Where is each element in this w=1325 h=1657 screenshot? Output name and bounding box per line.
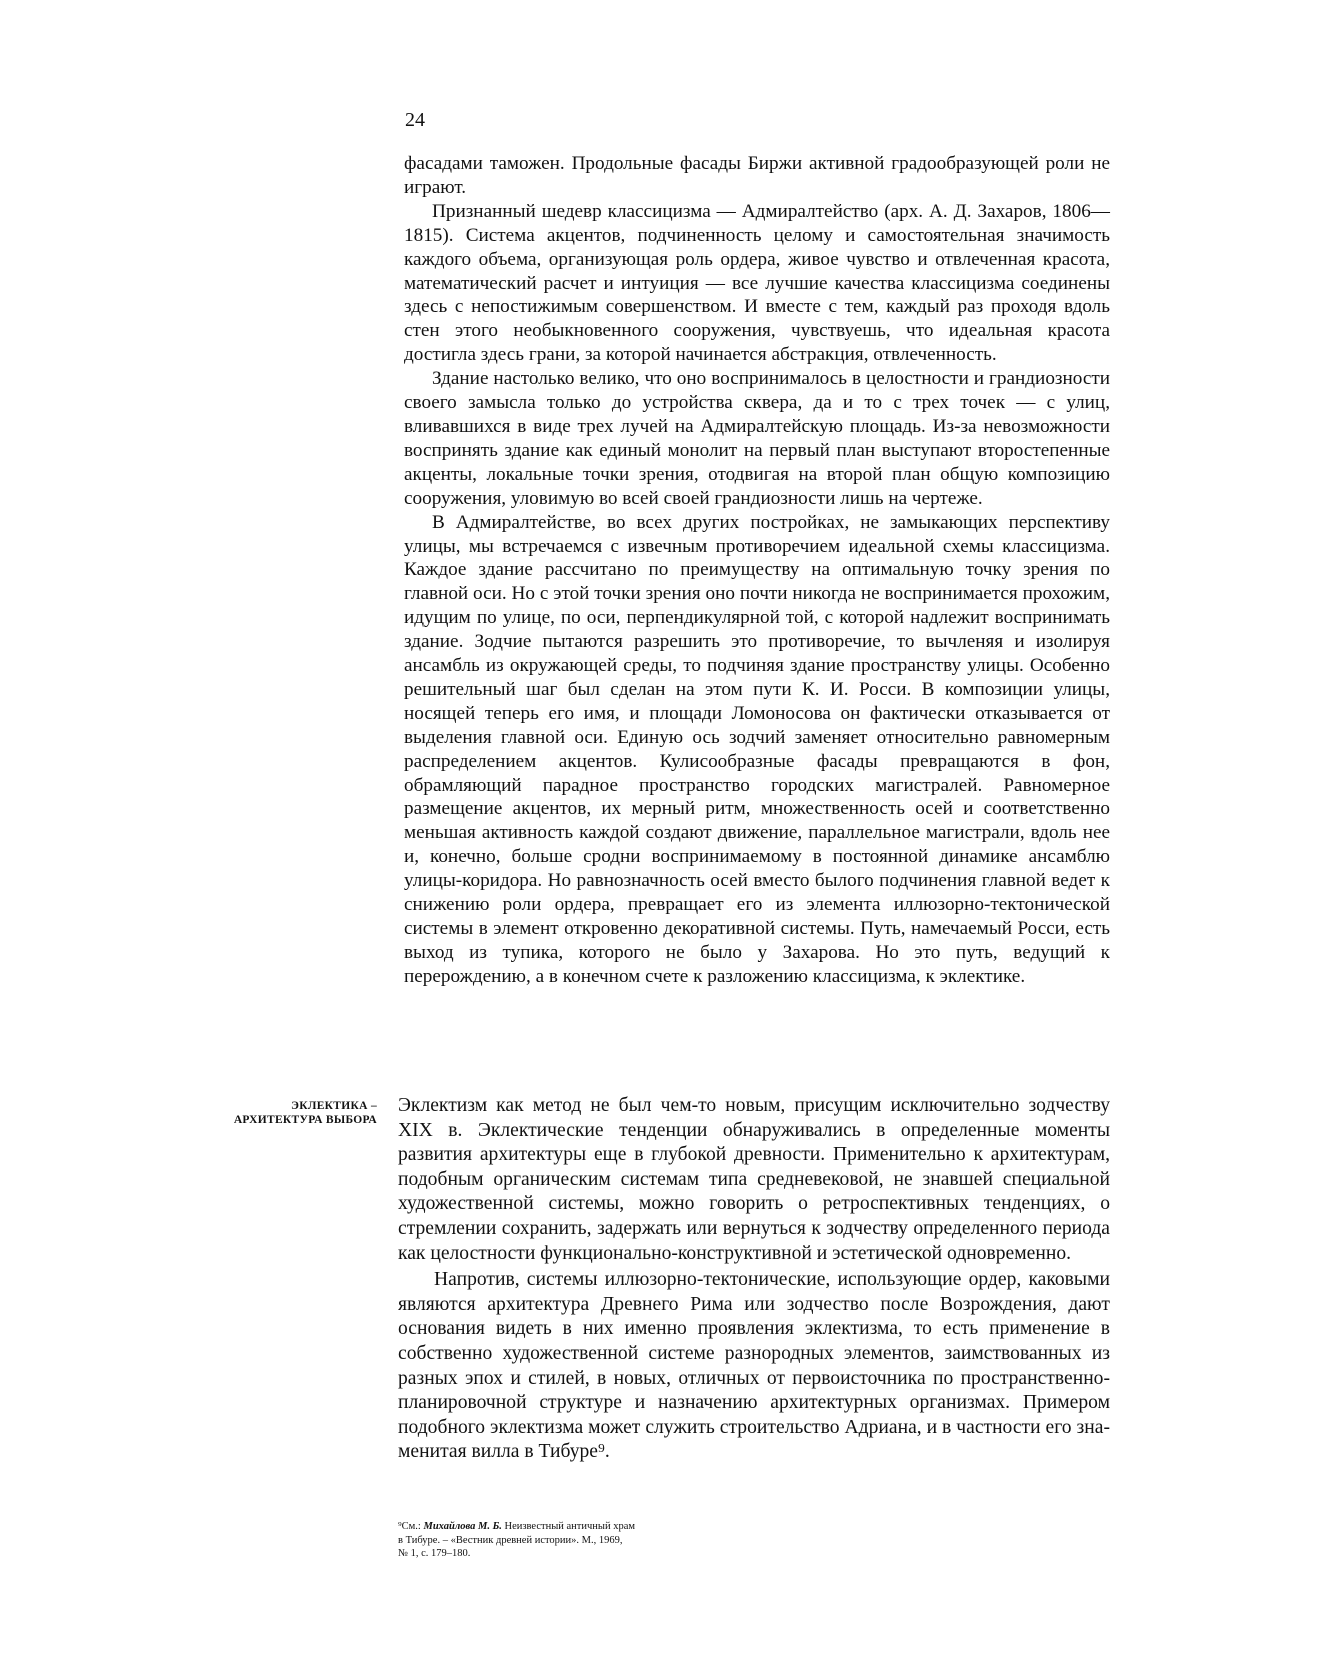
margin-heading-line: АРХИТЕКТУРА ВЫБОРА — [233, 1114, 377, 1126]
footnote-text: в Тибуре. – «Вестник древней истории». М., 1969, — [398, 1534, 623, 1546]
page-number: 24 — [405, 109, 425, 131]
margin-section-heading — [214, 1099, 377, 1127]
section-two-text — [398, 1094, 1110, 1465]
footnote-author: Михайлова М. Б. — [423, 1521, 502, 1532]
paragraph: Здание настолько велико, что оно воспринималось в целостности и грандиозности своего замысла только до устройства сквера, да и то с трех точек — с улиц, вливавшихся в виде трех лучей на Адмиралтейскую площадь. Из-за невозможности воспринять здание как единый монолит на первый план выступают второстепенные акценты, локальные точки зрения, отодвигая на второй план общую композицию сооружения, уловимую во всей своей грандиозности лишь на чертеже. — [404, 368, 1110, 509]
footnote-text: Неизвестный античный храм — [501, 1521, 636, 1532]
paragraph: В Адмиралтействе, во всех других постройках, не замыкающих перспективу улицы, мы встречаемся с извечным противоречием идеальной схемы классицизма. Каждое здание рассчитано по преимуществу на оптимальную точку зрения по главной оси. Но с этой точки зрения оно почти никогда не воспринимается прохожим, идущим по улице, по оси, перпендикулярной той, с которой надлежит воспринимать здание. Зодчие пытаются разрешить это противоречие, то вычленяя и изолируя ансамбль из окружающей среды, то подчиняя здание пространству улицы. Особенно решительный шаг был сделан на этом пути К. И. Росси. В композиции улицы, носящей теперь его имя, и площади Ломоносова он фактически отказывается от выделения главной оси. Единую ось зодчий заменяет относительно равномерным распределением акцентов. Кулисообразные фасады превращаются в фон, обрамляющий парадное пространство городских магистралей. Равномерное размещение акцентов, их мерный ритм, множественность осей и соответственно меньшая активность каждой создают движение, параллельное магистрали, вдоль нее и, конечно, больше сродни воспринимаемому в постоянной динамике ансамблю улицы-коридора. Но равнозначность осей вместо былого подчинения главной ведет к снижению роли ордера, превращает его из элемента иллюзорно-тектонической системы в элемент откровенно декоративной системы. Путь, намечаемый Росси, есть выход из тупика, которого не было у Захарова. Но это путь, ведущий к перерождению, а в конечном счете к разложению классицизма, к эклектике. — [404, 511, 1110, 987]
paragraph: фасадами таможен. Продольные фасады Биржи активной градообразующей роли не играют. — [404, 153, 1110, 198]
paragraph: Напротив, системы иллюзорно-тектонические, использующие ордер, каковыми являются архитектура Древнего Рима или зодчество после Возрождения, дают основания видеть в них именно проявления эклектизма, то есть применение в собственно художественной системе разнородных элементов, заимствованных из разных эпох и стилей, в новых, отличных от первоисточника по пространственно-планировочной структуре и назначению архитектурных организмах. Примером подобного эклектизма может служить строительство Адриана, и в частности его знаменитая вилла в Тибуре⁹. — [398, 1269, 1110, 1463]
footnote — [398, 1520, 728, 1561]
paragraph: Эклектизм как метод не был чем-то новым, присущим исключительно зодчеству XIX в. Эклектические тенденции обнаруживались в определенные моменты развития архитектуры еще в глубокой древности. Применительно к архитектурам, подобным органическим системам типа средневековой, не знавшей специальной художественной системы, можно говорить о ретроспективных тенденциях, о стремлении сохранить, задержать или вернуться к зодчеству определенного периода как целостности функционально-конструктивной и эстетической одновременно. — [398, 1095, 1110, 1264]
paragraph: Признанный шедевр классицизма — Адмиралтейство (арх. А. Д. Захаров, 1806—1815). Система акцентов, подчиненность целому и самостоятельная значимость каждого объема, организующая роль ордера, живое чувство и отвлеченная красота, математический расчет и интуиция — все лучшие качества классицизма соединены здесь с непостижимым совершенством. И вместе с тем, каждый раз проходя вдоль стен этого необыкновенного сооружения, чувствуешь, что идеальная красота достигла здесь грани, за которой начинается абстракция, отвлеченность. — [404, 200, 1110, 366]
footnote-text: № 1, с. 179–180. — [398, 1548, 471, 1559]
margin-heading-line: ЭКЛЕКТИКА – — [291, 1100, 377, 1112]
section-one-text — [404, 152, 1110, 989]
footnote-prefix: ⁹См.: — [398, 1521, 424, 1532]
